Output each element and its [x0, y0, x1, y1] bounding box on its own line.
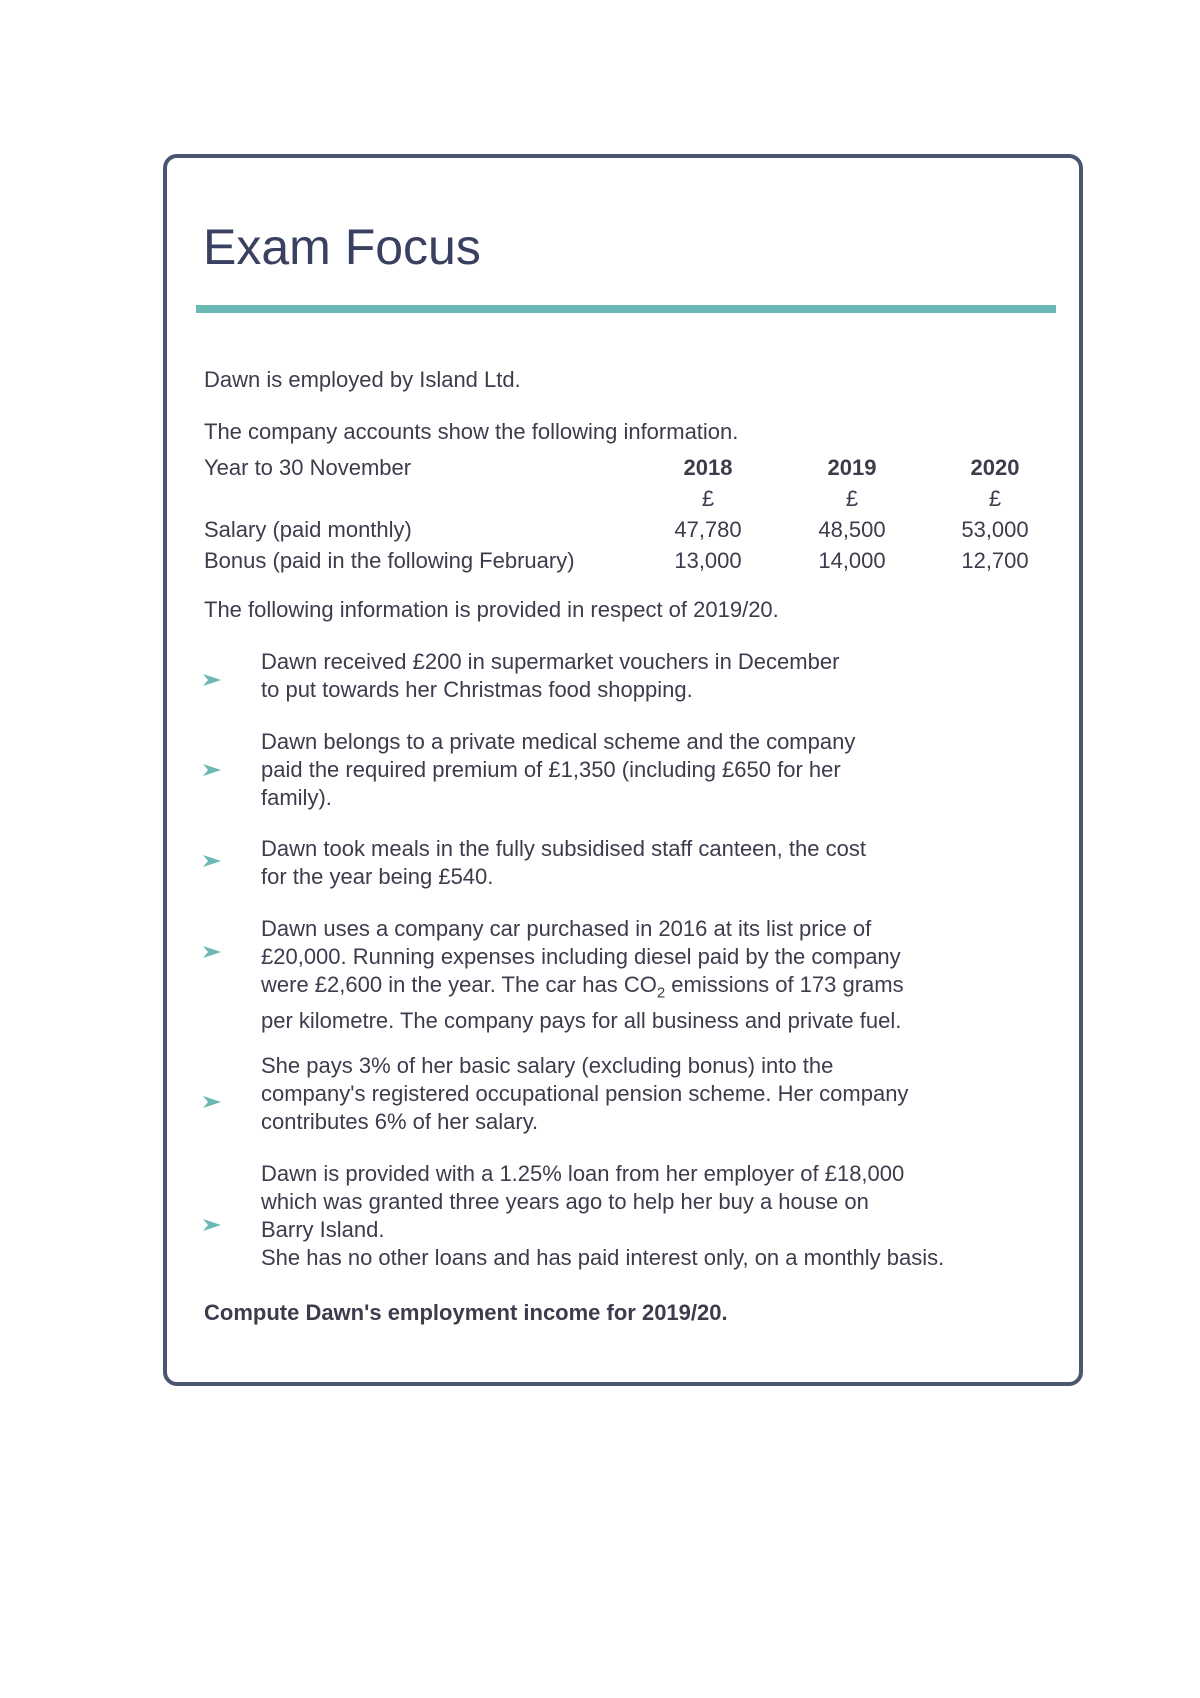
cell-value: 13,000 [674, 548, 742, 573]
bullet-item: Dawn belongs to a private medical scheme and the company paid the required premium of £1,350 (including £650 for her family). [261, 729, 856, 810]
arrowhead-icon [202, 1217, 222, 1233]
currency-symbol: £ [701, 486, 715, 511]
accounts-intro-text: The company accounts show the following information. [204, 419, 739, 444]
bullet-text-part: emissions of 173 grams per kilometre. The company pays for all business and private fuel. [261, 972, 904, 1034]
page-title: Exam Focus [203, 219, 481, 275]
table-row [204, 548, 1044, 579]
row-label: Salary (paid monthly) [204, 517, 412, 542]
cell-value: 12,700 [961, 548, 1029, 573]
table-header-row [204, 455, 1044, 486]
year-header: 2020 [970, 455, 1020, 480]
cell-value: 48,500 [818, 517, 886, 542]
currency-row [204, 486, 1044, 517]
bullet-item: Dawn took meals in the fully subsidised staff canteen, the cost for the year being £540. [261, 836, 866, 889]
year-header: 2019 [827, 455, 877, 480]
cell-value: 47,780 [674, 517, 742, 542]
question-text: Compute Dawn's employment income for 2019/20. [204, 1300, 728, 1325]
arrowhead-icon [202, 1094, 222, 1110]
arrowhead-icon [202, 944, 222, 960]
bullet-item: She pays 3% of her basic salary (excluding bonus) into the company's registered occupational pension scheme. Her company contributes 6% of her salary. [261, 1053, 909, 1134]
arrowhead-icon [202, 672, 222, 688]
bullet-item: Dawn is provided with a 1.25% loan from her employer of £18,000 which was granted three years ago to help her buy a house on Barry Island. She has no other loans and has paid interest only, on a monthly basis. [261, 1161, 945, 1270]
subscript: 2 [656, 984, 666, 1002]
arrowhead-icon [202, 853, 222, 869]
cell-value: 14,000 [818, 548, 886, 573]
table-row [204, 517, 1044, 548]
bullet-item [261, 915, 1061, 1035]
info-intro-text: The following information is provided in respect of 2019/20. [204, 597, 779, 622]
intro-text: Dawn is employed by Island Ltd. [204, 367, 521, 392]
bullet-text-part: Dawn uses a company car purchased in 2016 at its list price of £20,000. Running expenses including diesel paid by the company were £2,600 in the year. The car has CO [261, 916, 901, 997]
bullet-item: Dawn received £200 in supermarket vouchers in December to put towards her Christmas food shopping. [261, 649, 840, 702]
title-divider [196, 305, 1056, 313]
currency-symbol: £ [988, 486, 1002, 511]
arrowhead-icon [202, 762, 222, 778]
currency-symbol: £ [845, 486, 859, 511]
cell-value: 53,000 [961, 517, 1029, 542]
year-header: 2018 [683, 455, 733, 480]
row-label: Bonus (paid in the following February) [204, 548, 575, 573]
accounts-table [204, 455, 1044, 579]
table-header-label: Year to 30 November [204, 455, 412, 480]
